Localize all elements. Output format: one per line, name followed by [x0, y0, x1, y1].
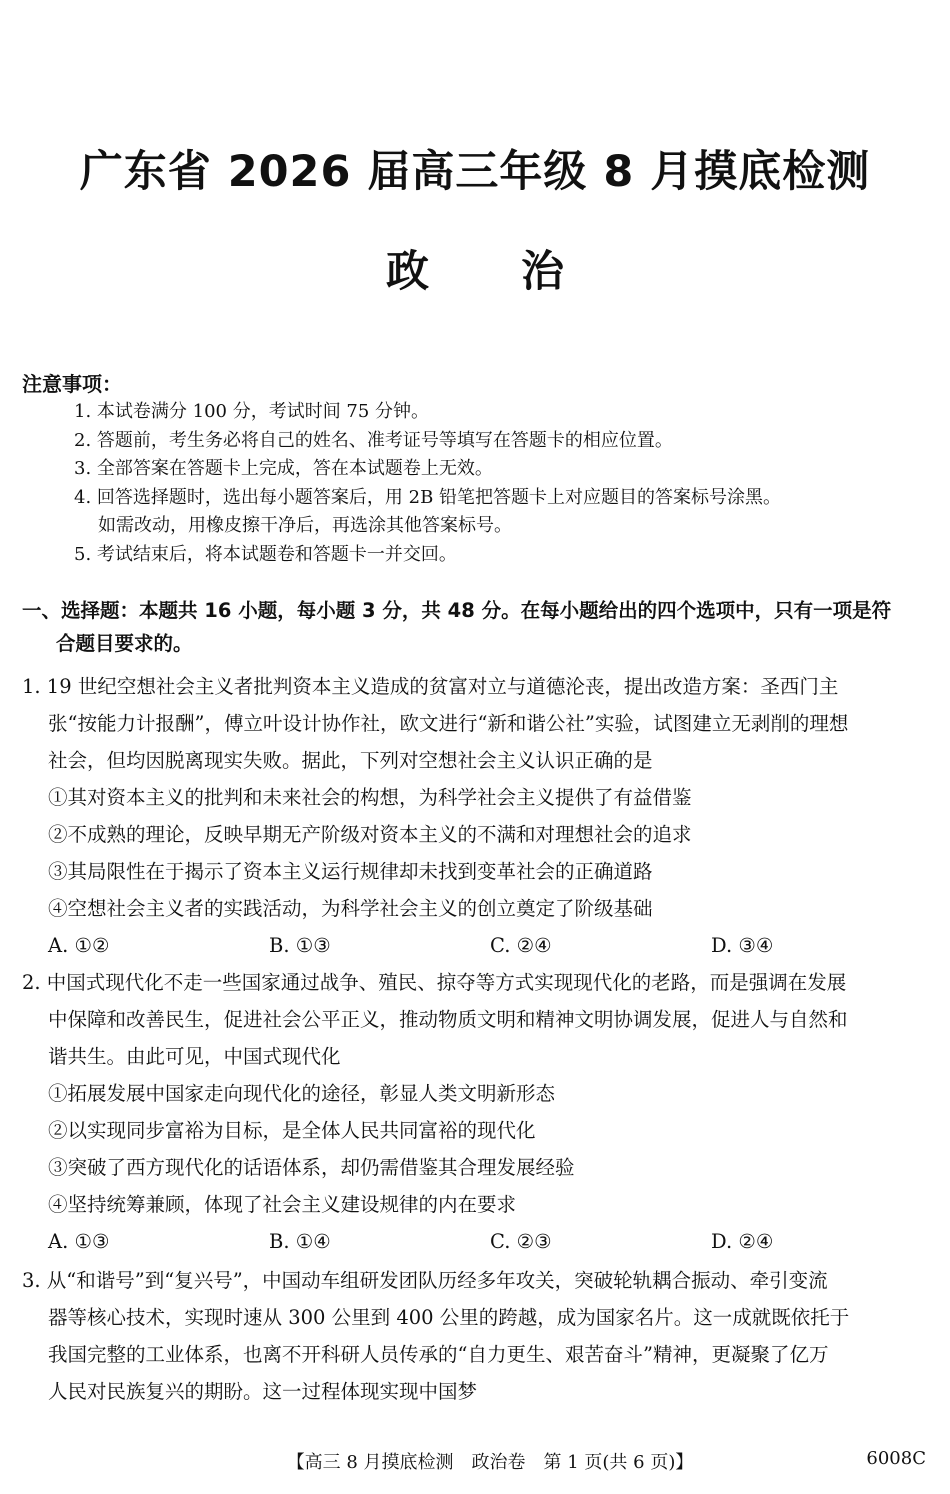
page-footer [0, 1448, 950, 1474]
question-stem-line: 1. 19 世纪空想社会主义者批判资本主义造成的贫富对立与道德沦丧，提出改造方案：圣西门主 [22, 675, 839, 698]
question-stem-line: 3. 从“和谐号”到“复兴号”，中国动车组研发团队历经多年攻关，突破轮轨耦合振动、牵引变流 [22, 1269, 828, 1292]
question-statement: ③其局限性在于揭示了资本主义运行规律却未找到变革社会的正确道路 [48, 860, 653, 883]
question-stem-line: 中保障和改善民生，促进社会公平正义，推动物质文明和精神文明协调发展，促进人与自然和 [48, 1008, 848, 1031]
notice-item: 4. 回答选择题时，选出每小题答案后，用 2B 铅笔把答题卡上对应题目的答案标号涂黑。 [74, 486, 782, 508]
question-statement: ④空想社会主义者的实践活动，为科学社会主义的创立奠定了阶级基础 [48, 897, 653, 920]
question-stem-line: 2. 中国式现代化不走一些国家通过战争、殖民、掠夺等方式实现现代化的老路，而是强调在发展 [22, 971, 847, 994]
notice-heading: 注意事项： [22, 372, 122, 396]
question-stem-line: 谐共生。由此可见，中国式现代化 [48, 1045, 341, 1068]
subject-title: 政治 [386, 247, 656, 297]
choice-d: D. ③④ [711, 934, 774, 957]
question-statement: ③突破了西方现代化的话语体系，却仍需借鉴其合理发展经验 [48, 1156, 575, 1179]
choice-b: B. ①④ [269, 1230, 331, 1253]
question-stem-line: 张“按能力计报酬”，傅立叶设计协作社，欧文进行“新和谐公社”实验，试图建立无剥削的理想 [48, 712, 849, 735]
choice-a: A. ①③ [48, 1230, 110, 1253]
question-statement: ①拓展发展中国家走向现代化的途径，彰显人类文明新形态 [48, 1082, 556, 1105]
notice-item: 1. 本试卷满分 100 分，考试时间 75 分钟。 [74, 401, 430, 422]
question-1 [22, 668, 932, 964]
question-stem-line: 人民对民族复兴的期盼。这一过程体现实现中国梦 [48, 1380, 478, 1403]
question-stem-line: 我国完整的工业体系，也离不开科研人员传承的“自力更生、艰苦奋斗”精神，更凝聚了亿万 [48, 1343, 829, 1366]
choice-c: C. ②③ [490, 1230, 552, 1253]
section-heading-line: 一、选择题：本题共 16 小题，每小题 3 分，共 48 分。在每小题给出的四个选项中，只有一项是符 [22, 599, 892, 622]
section-heading [22, 594, 932, 660]
choice-c: C. ②④ [490, 934, 552, 957]
question-statement: ②不成熟的理论，反映早期无产阶级对资本主义的不满和对理想社会的追求 [48, 823, 692, 846]
notice-item: 5. 考试结束后，将本试题卷和答题卡一并交回。 [74, 543, 457, 565]
question-statement: ②以实现同步富裕为目标，是全体人民共同富裕的现代化 [48, 1119, 536, 1142]
question-stem-line: 器等核心技术，实现时速从 300 公里到 400 公里的跨越，成为国家名片。这一成就既依托于 [48, 1306, 850, 1329]
answer-choices [22, 1223, 932, 1260]
paper-code: 6008C [866, 1448, 926, 1469]
question-3 [22, 1262, 932, 1410]
choice-b: B. ①③ [269, 934, 331, 957]
footer-text: 【高三 8 月摸底检测 政治卷 第 1 页(共 6 页)】 [286, 1452, 694, 1473]
notice-list [74, 398, 934, 569]
question-statement: ④坚持统筹兼顾，体现了社会主义建设规律的内在要求 [48, 1193, 517, 1216]
section-heading-line: 合题目要求的。 [56, 632, 193, 655]
question-statement: ①其对资本主义的批判和未来社会的构想，为科学社会主义提供了有益借鉴 [48, 786, 692, 809]
question-2 [22, 964, 932, 1260]
exam-title: 广东省 2026 届高三年级 8 月摸底检测 [79, 147, 871, 197]
answer-choices [22, 927, 932, 964]
notice-item: 3. 全部答案在答题卡上完成，答在本试题卷上无效。 [74, 458, 493, 479]
choice-d: D. ②④ [711, 1230, 774, 1253]
question-stem-line: 社会，但均因脱离现实失败。据此，下列对空想社会主义认识正确的是 [48, 749, 653, 772]
choice-a: A. ①② [48, 934, 110, 957]
notice-item: 2. 答题前，考生务必将自己的姓名、准考证号等填写在答题卡的相应位置。 [74, 429, 673, 451]
notice-item-continuation: 如需改动，用橡皮擦干净后，再选涂其他答案标号。 [98, 515, 512, 536]
